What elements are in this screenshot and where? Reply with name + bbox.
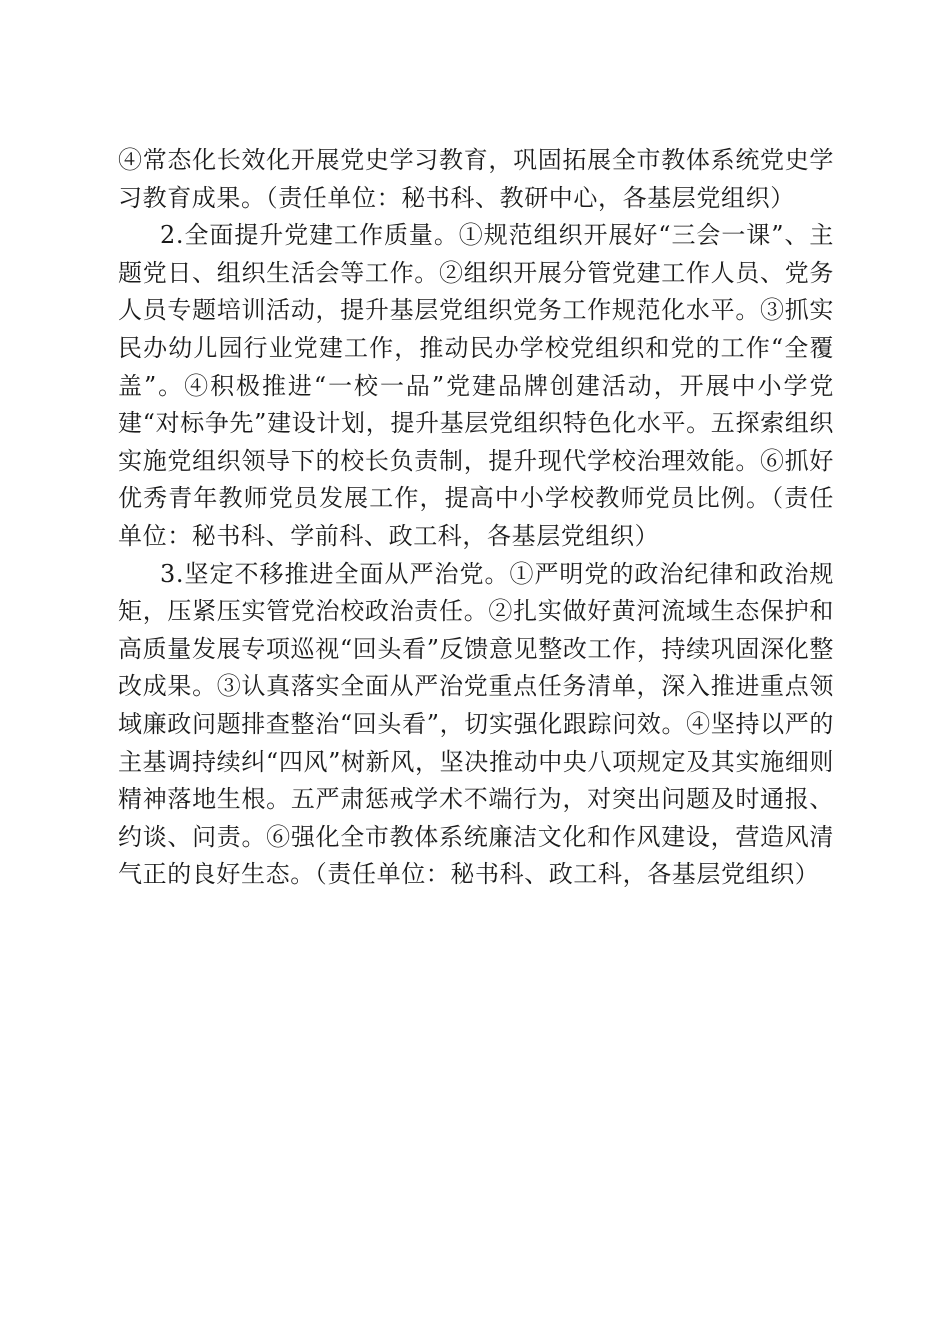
paragraph-1: ④常态化长效化开展党史学习教育，巩固拓展全市教体系统党史学习教育成果。（责任单位：秘书科、教研中心，各基层党组织） [118, 146, 834, 212]
paragraph-3: 3.坚定不移推进全面从严治党。①严明党的政治纪律和政治规矩，压紧压实管党治校政治责任。②扎实做好黄河流域生态保护和高质量发展专项巡视“回头看”反馈意见整改工作，持续巩固深化整改成果。③认真落实全面从严治党重点任务清单，深入推进重点领域廉政问题排查整治“回头看”，切实强化跟踪问效。④坚持以严的主基调持续纠“四风”树新风，坚决推动中央八项规定及其实施细则精神落地生根。五严肃惩戒学术不端行为，对突出问题及时通报、约谈、问责。⑥强化全市教体系统廉洁文化和作风建设，营造风清气正的良好生态。（责任单位：秘书科、政工科，各基层党组织） [118, 559, 834, 889]
paragraph-2: 2.全面提升党建工作质量。①规范组织开展好“三会一课”、主题党日、组织生活会等工作。②组织开展分管党建工作人员、党务人员专题培训活动，提升基层党组织党务工作规范化水平。③抓实民办幼儿园行业党建工作，推动民办学校党组织和党的工作“全覆盖”。④积极推进“一校一品”党建品牌创建活动，开展中小学党建“对标争先”建设计划，提升基层党组织特色化水平。五探索组织实施党组织领导下的校长负责制，提升现代学校治理效能。⑥抓好优秀青年教师党员发展工作，提高中小学校教师党员比例。（责任单位：秘书科、学前科、政工科，各基层党组织） [118, 221, 834, 550]
document-body [118, 142, 834, 894]
